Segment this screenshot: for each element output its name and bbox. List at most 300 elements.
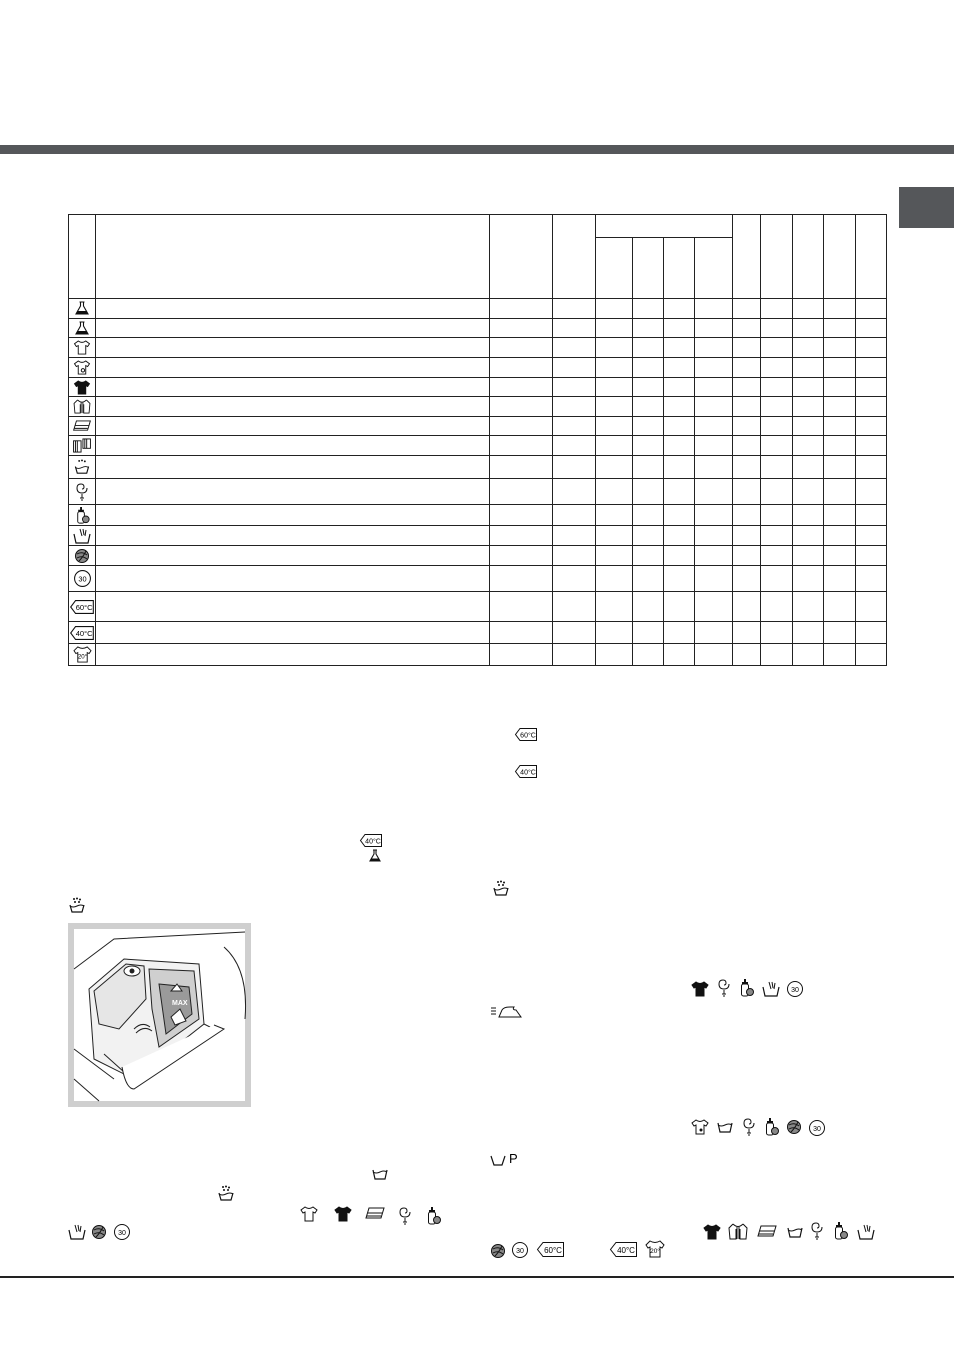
table-cell [793,526,824,546]
table-cell [664,644,695,666]
temp-40-label: 40°C [520,769,536,777]
timer-30-label: 30 [813,1126,821,1133]
table-cell [553,397,596,417]
table-cell [664,592,695,622]
table-row [69,592,887,622]
table-cell [96,397,490,417]
table-cell [761,358,793,378]
temp-40-icon [360,834,382,847]
table-cell [695,338,733,358]
spiral-icon [717,978,731,998]
table-cell [664,505,695,526]
table-row [69,299,887,319]
header-bar [0,145,954,154]
timer-30-label: 30 [118,1230,126,1237]
table-cell [824,319,856,338]
table-cell [96,644,490,666]
baby-bottle-icon [738,978,754,998]
table-cell [695,436,733,456]
svg-text:60°C: 60°C [75,602,93,612]
table-cell [856,299,887,319]
flask-icon [368,849,382,863]
table-cell [96,526,490,546]
table-cell [824,378,856,397]
table-cell [793,299,824,319]
dark-shirt-icon [691,981,709,997]
table-cell [633,456,664,479]
timer-30-icon [786,980,804,998]
wool-ball-icon [786,1119,802,1135]
table-cell [490,378,553,397]
table-cell [793,417,824,436]
table-row [69,505,887,526]
table-cell [633,417,664,436]
table-cell [733,417,761,436]
table-cell [596,505,633,526]
table-cell [664,378,695,397]
table-cell [761,378,793,397]
table-cell [761,644,793,666]
table-cell [824,526,856,546]
basin-steam-icon [69,456,96,479]
table-row [69,319,887,338]
table-cell [664,319,695,338]
table-cell [596,644,633,666]
wool-ball-icon [69,546,96,566]
table-cell [633,592,664,622]
table-cell [596,417,633,436]
table-cell [824,358,856,378]
table-cell [761,566,793,592]
table-cell [793,592,824,622]
table-cell [761,622,793,644]
table-cell [856,378,887,397]
shirt-20-icon [645,1240,665,1258]
basin-p-icon [490,1150,516,1168]
shirt-stain-icon [69,358,96,378]
table-cell [793,397,824,417]
table-cell [96,338,490,358]
basin-steam-icon [217,1185,235,1203]
table-cell [856,358,887,378]
table-cell [733,526,761,546]
blanket-icon [69,417,96,436]
table-cell [733,566,761,592]
table-cell [633,546,664,566]
table-cell [761,338,793,358]
temp-40-icon [610,1242,637,1257]
table-cell [856,505,887,526]
table-cell [761,456,793,479]
table-cell [633,378,664,397]
table-cell [553,505,596,526]
table-cell [824,479,856,505]
table-cell [596,299,633,319]
temp-60-icon [69,592,96,622]
timer-30-icon [808,1119,826,1137]
iron-icon [490,1005,522,1019]
table-cell [856,397,887,417]
table-cell [664,479,695,505]
table-row [69,338,887,358]
table-cell [733,378,761,397]
table-cell [824,417,856,436]
table-cell [596,592,633,622]
table-cell [96,479,490,505]
table-cell [490,505,553,526]
table-cell [490,566,553,592]
shirt-stain-icon [691,1119,709,1135]
shirts-icon [728,1223,748,1240]
table-cell [733,397,761,417]
table-cell [761,417,793,436]
table-cell [695,526,733,546]
table-cell [664,456,695,479]
wool-ball-icon [490,1243,506,1259]
table-cell [761,526,793,546]
table-cell [733,546,761,566]
temp-60-label: 60°C [544,1246,562,1255]
table-cell [553,358,596,378]
table-cell [633,319,664,338]
table-row [69,397,887,417]
table-cell [695,417,733,436]
table-row [69,479,887,505]
table-cell [793,644,824,666]
table-cell [633,526,664,546]
dark-shirt-icon [334,1206,352,1222]
footer-rule [0,1276,954,1278]
spiral-icon [69,479,96,505]
table-cell [490,479,553,505]
table-cell [596,397,633,417]
table-cell [490,338,553,358]
table-cell [553,319,596,338]
table-cell [664,622,695,644]
table-cell [695,299,733,319]
table-cell [96,592,490,622]
table-cell [490,358,553,378]
table-cell [695,644,733,666]
table-cell [596,622,633,644]
table-row [69,436,887,456]
timer-30-label: 30 [516,1248,524,1255]
table-cell [664,546,695,566]
table-cell [695,546,733,566]
table-cell [664,526,695,546]
table-cell [553,566,596,592]
table-cell [490,526,553,546]
table-cell [664,417,695,436]
blanket-icon [757,1225,777,1239]
table-cell [695,566,733,592]
table-cell [793,546,824,566]
table-cell [664,358,695,378]
table-cell [96,319,490,338]
basin-icon [787,1225,803,1239]
timer-30-icon [113,1223,131,1241]
table-row [69,417,887,436]
table-cell [553,622,596,644]
table-cell [856,417,887,436]
table-row [69,358,887,378]
table-cell [856,622,887,644]
table-cell [596,546,633,566]
baby-bottle-icon [832,1221,848,1241]
flask-icon [69,319,96,338]
table-cell [490,299,553,319]
table-cell [824,546,856,566]
table-cell [490,622,553,644]
table-cell [824,338,856,358]
table-cell [793,456,824,479]
table-cell [695,358,733,378]
table-cell [490,436,553,456]
table-cell [761,397,793,417]
table-cell [633,338,664,358]
table-cell [553,592,596,622]
table-cell [793,436,824,456]
curtains-icon [69,436,96,456]
table-cell [856,479,887,505]
table-cell [490,397,553,417]
shirt-20-label: 20° [650,1248,660,1255]
baby-bottle-icon [69,505,96,526]
temp-60-icon [537,1242,564,1257]
svg-text:40°C: 40°C [75,628,93,638]
table-cell [96,378,490,397]
shirt-20-icon [69,644,96,666]
temp-40-icon [69,622,96,644]
table-cell [793,479,824,505]
table-cell [633,436,664,456]
temp-40-label: 40°C [365,838,381,846]
table-row [69,378,887,397]
table-row [69,456,887,479]
basin-icon [372,1167,388,1181]
temp-60-label: 60°C [520,732,536,740]
basin-icon [717,1120,733,1134]
table-cell [856,338,887,358]
table-cell [633,479,664,505]
detergent-drawer-illustration [68,923,251,1107]
hand-wash-icon [69,526,96,546]
temp-40-label: 40°C [617,1246,635,1255]
table-cell [733,436,761,456]
table-cell [96,417,490,436]
table-cell [733,592,761,622]
temp-60-icon [515,728,537,741]
table-cell [664,397,695,417]
table-cell [96,436,490,456]
table-cell [553,546,596,566]
table-cell [761,436,793,456]
table-cell [733,358,761,378]
table-cell [761,299,793,319]
table-cell [96,566,490,592]
table-cell [733,319,761,338]
table-cell [695,505,733,526]
table-cell [761,479,793,505]
timer-30-label: 30 [791,987,799,994]
table-cell [553,526,596,546]
table-cell [824,644,856,666]
table-cell [633,299,664,319]
table-cell [96,546,490,566]
dark-shirt-icon [69,378,96,397]
table-cell [733,505,761,526]
table-cell [633,505,664,526]
table-cell [596,436,633,456]
table-cell [664,436,695,456]
table-cell [733,338,761,358]
table-cell [96,358,490,378]
table-cell [490,546,553,566]
baby-bottle-icon [763,1117,779,1137]
shirt-icon [69,338,96,358]
table-cell [695,397,733,417]
table-cell [793,319,824,338]
table-cell [553,456,596,479]
table-cell [856,526,887,546]
table-cell [856,592,887,622]
table-cell [553,644,596,666]
table-row [69,622,887,644]
table-cell [664,338,695,358]
table-cell [596,526,633,546]
table-cell [596,338,633,358]
table-cell [733,299,761,319]
hand-wash-icon [857,1224,875,1240]
table-cell [761,592,793,622]
temp-40-icon [515,765,537,778]
table-cell [695,456,733,479]
wool-ball-icon [91,1224,107,1240]
table-cell [596,378,633,397]
table-cell [96,505,490,526]
table-cell [856,566,887,592]
table-cell [96,299,490,319]
table-cell [824,436,856,456]
table-cell [824,299,856,319]
table-row [69,546,887,566]
shirt-icon [300,1206,318,1222]
table-cell [664,299,695,319]
spiral-icon [742,1117,756,1137]
table-cell [824,566,856,592]
svg-text:20°: 20° [77,653,87,661]
table-cell [664,566,695,592]
max-label: MAX [172,1000,188,1007]
table-cell [856,644,887,666]
shirts-icon [69,397,96,417]
table-cell [793,338,824,358]
table-cell [733,479,761,505]
table-cell [733,644,761,666]
table-cell [490,319,553,338]
table-row [69,566,887,592]
table-cell [733,456,761,479]
table-cell [490,456,553,479]
hand-wash-icon [762,981,780,997]
table-cell [824,592,856,622]
table-cell [695,319,733,338]
table-cell [793,505,824,526]
table-cell [553,479,596,505]
table-cell [824,397,856,417]
table-cell [490,592,553,622]
table-cell [633,358,664,378]
table-cell [856,546,887,566]
table-cell [856,319,887,338]
table-cell [793,358,824,378]
table-cell [695,592,733,622]
table-cell [824,622,856,644]
basin-steam-icon [68,897,86,915]
timer-30-icon [511,1241,529,1259]
blanket-icon [365,1207,385,1221]
table-cell [793,622,824,644]
table-cell [553,417,596,436]
hand-wash-icon [68,1224,86,1240]
svg-text:30: 30 [77,574,87,584]
table-cell [596,566,633,592]
table-cell [553,436,596,456]
table-cell [96,456,490,479]
table-cell [761,319,793,338]
table-cell [695,479,733,505]
dark-shirt-icon [703,1224,721,1240]
table-cell [633,566,664,592]
table-cell [596,358,633,378]
table-cell [793,378,824,397]
table-cell [553,378,596,397]
table-cell [553,338,596,358]
table-cell [695,622,733,644]
programme-table [68,214,887,666]
table-cell [490,644,553,666]
table-cell [733,622,761,644]
spiral-icon [810,1221,824,1241]
table-cell [96,622,490,644]
table-cell [596,456,633,479]
table-cell [856,456,887,479]
basin-steam-icon [492,880,510,898]
table-cell [761,546,793,566]
table-cell [695,378,733,397]
language-tab [899,187,954,228]
table-cell [824,505,856,526]
p-label: P [509,1151,518,1166]
table-row [69,526,887,546]
table-cell [553,299,596,319]
table-cell [856,436,887,456]
table-cell [596,479,633,505]
baby-bottle-icon [425,1206,441,1226]
timer-30-icon [69,566,96,592]
table-cell [633,622,664,644]
spiral-icon [398,1206,412,1226]
flask-icon [69,299,96,319]
table-cell [633,397,664,417]
table-cell [633,644,664,666]
table-cell [793,566,824,592]
table-cell [761,505,793,526]
table-cell [490,417,553,436]
table-row [69,644,887,666]
table-cell [596,319,633,338]
table-cell [824,456,856,479]
